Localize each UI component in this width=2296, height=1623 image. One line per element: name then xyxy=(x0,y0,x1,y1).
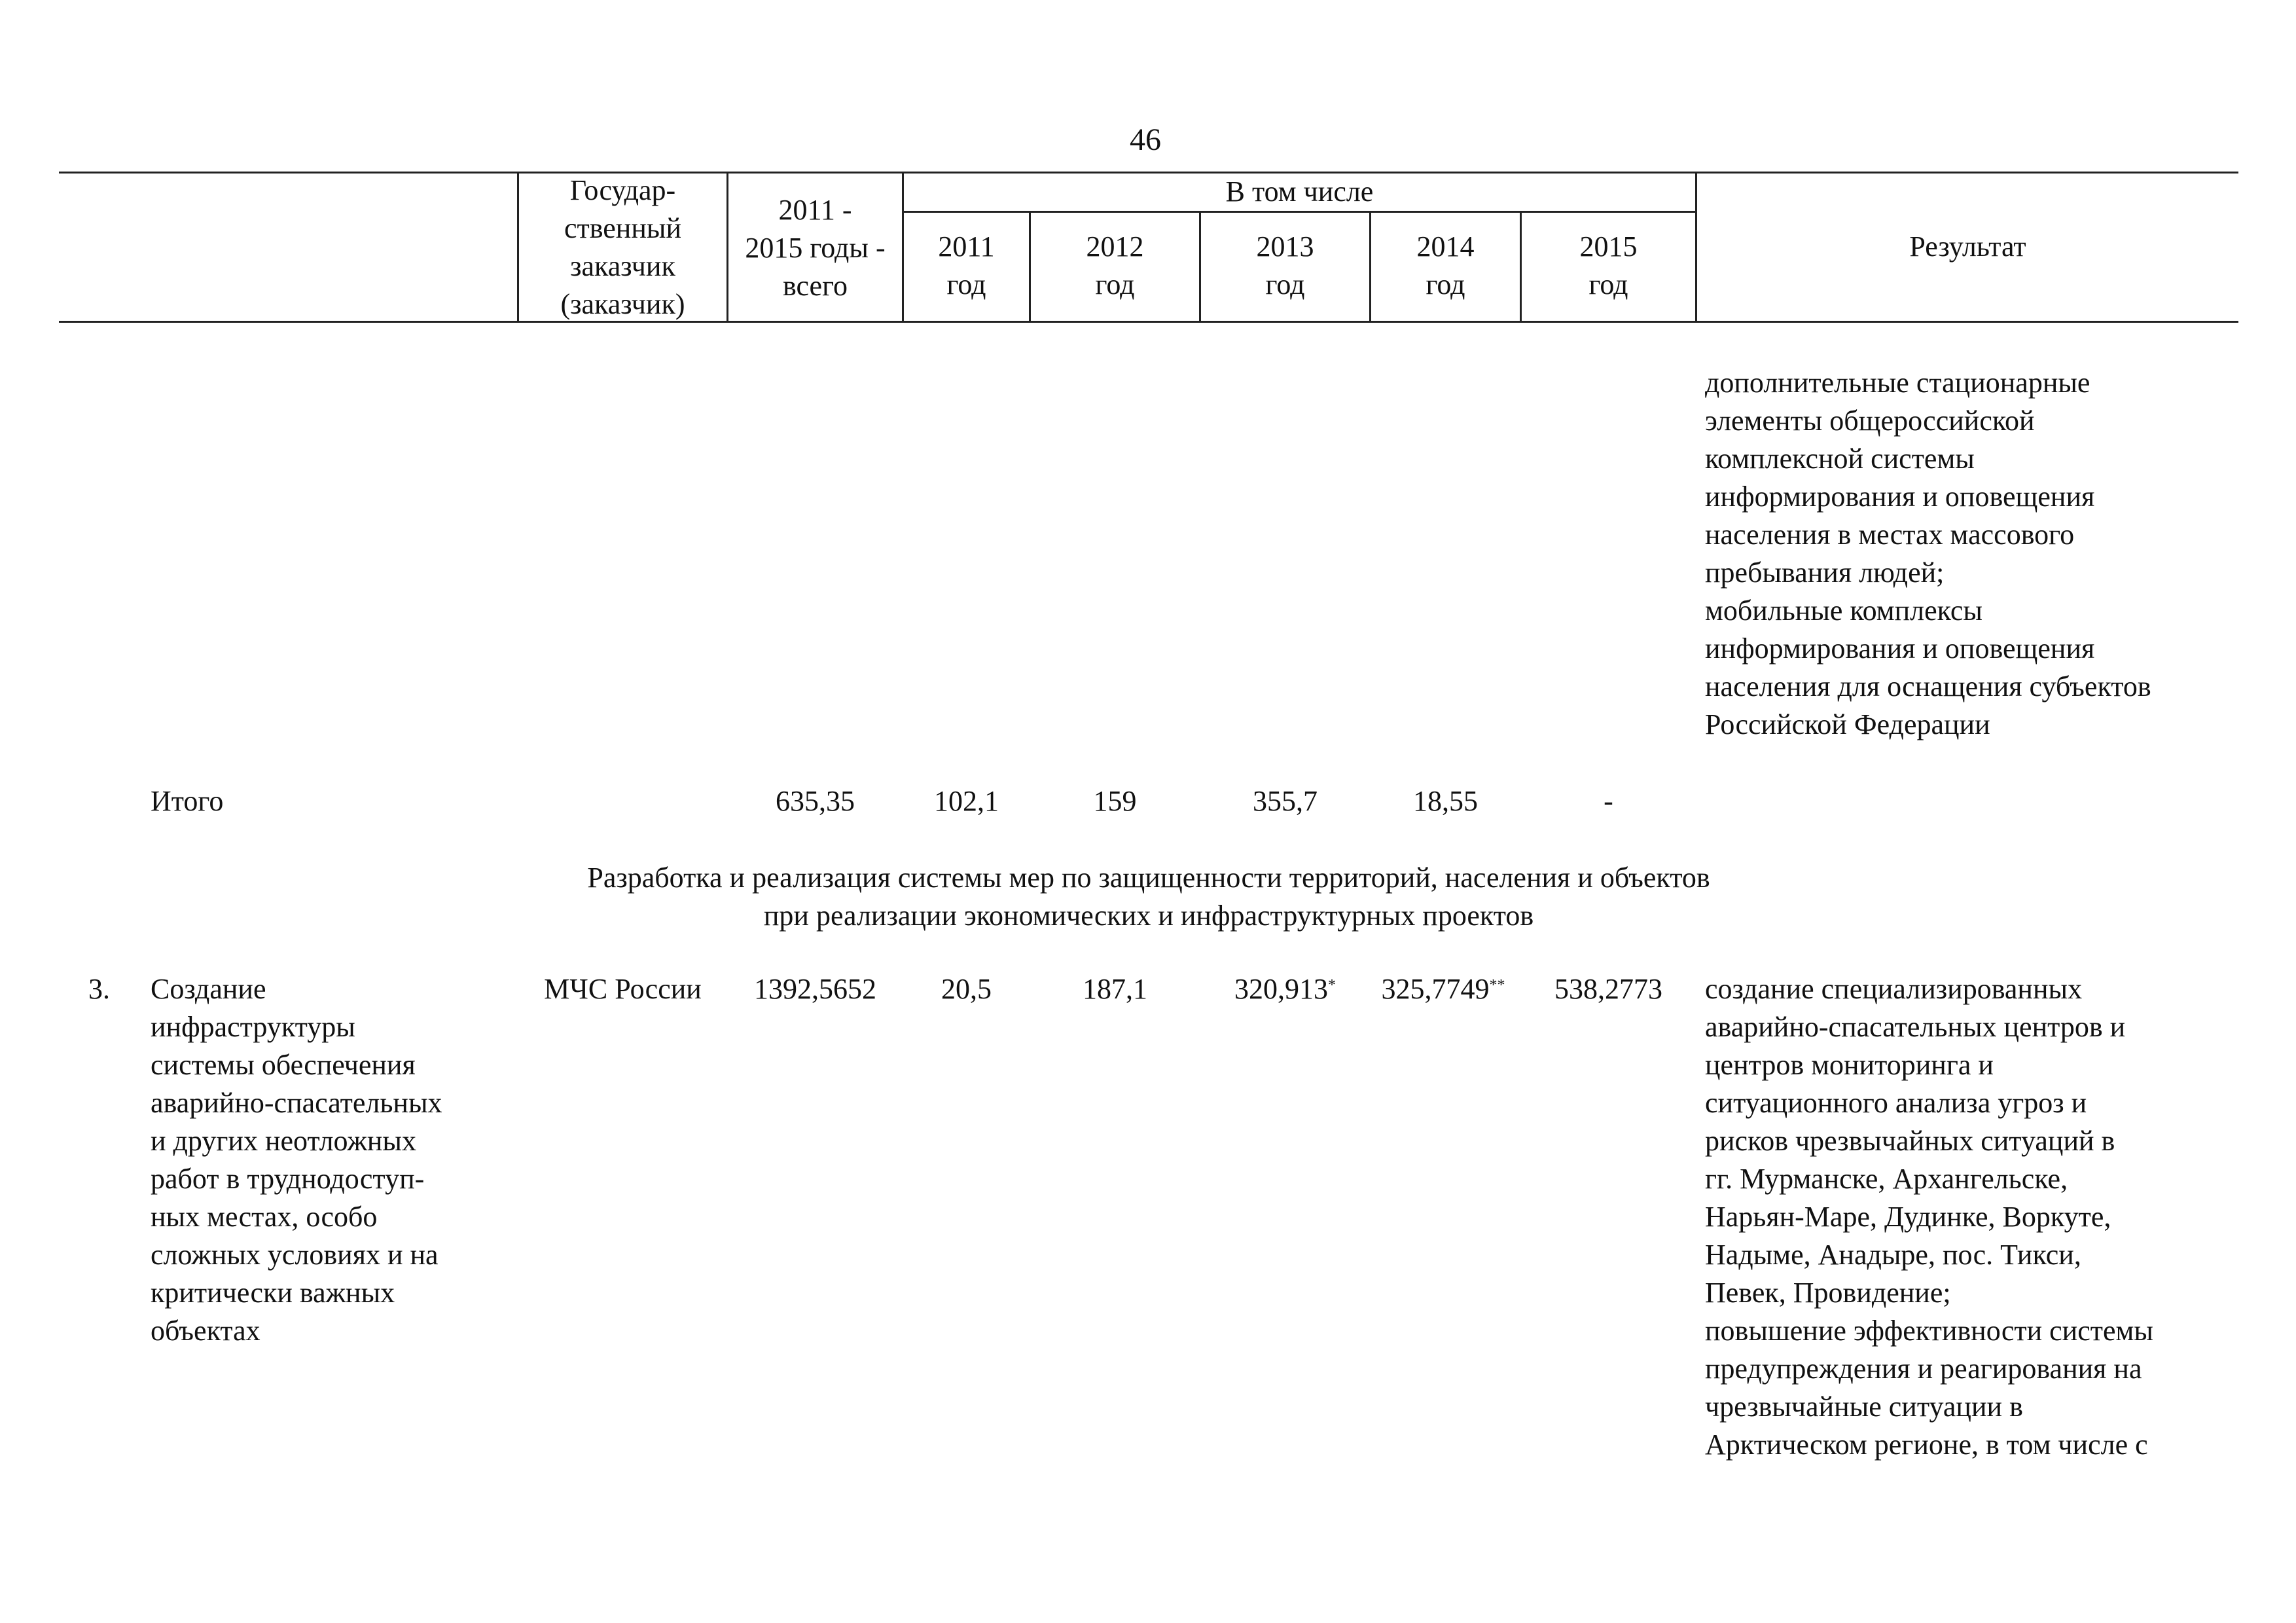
total-2013: 355,7 xyxy=(1253,785,1318,817)
header-total xyxy=(728,191,902,305)
row-name-line: инфраструктуры xyxy=(151,1011,355,1043)
result-line: мобильные комплексы xyxy=(1705,594,1982,627)
header-year-2013 xyxy=(1201,228,1369,304)
including-subheader-rule xyxy=(902,211,1695,213)
result-line: информирования и оповещения xyxy=(1705,481,2095,513)
header-year-2014 xyxy=(1371,228,1520,304)
header-year-2011 xyxy=(904,228,1029,304)
continued-result xyxy=(1705,364,2151,744)
result-line: предупреждения и реагирования на xyxy=(1705,1353,2142,1385)
result-line: чрезвычайные ситуации в xyxy=(1705,1391,2023,1423)
row-name-line: системы обеспечения xyxy=(151,1049,416,1081)
total-2011: 102,1 xyxy=(934,785,999,817)
section-heading-line: Разработка и реализация системы мер по защищенности территорий, населения и объектов xyxy=(587,862,1710,894)
result-line: повышение эффективности системы xyxy=(1705,1315,2153,1347)
result-line: аварийно-спасательных центров и xyxy=(1705,1011,2126,1043)
row-2013 xyxy=(1201,970,1369,1008)
header-result: Результат xyxy=(1909,230,2026,263)
row-2011: 20,5 xyxy=(941,973,992,1005)
result-line: создание специализированных xyxy=(1705,973,2083,1005)
row-name-line: работ в труднодоступ- xyxy=(151,1163,425,1195)
header-year-label: 2013 xyxy=(1256,230,1314,263)
header-customer xyxy=(519,172,726,323)
result-line: населения для оснащения субъектов xyxy=(1705,670,2151,702)
total-2015: - xyxy=(1604,785,1613,817)
header-year-label: 2011 xyxy=(938,230,995,263)
result-line: Нарьян-Маре, Дудинке, Воркуте, xyxy=(1705,1201,2111,1233)
header-year-2015 xyxy=(1522,228,1695,304)
row-name-line: Создание xyxy=(151,973,266,1005)
result-line: Певек, Провидение; xyxy=(1705,1277,1951,1309)
row-number: 3. xyxy=(88,973,110,1005)
row-total: 1392,5652 xyxy=(754,973,876,1005)
result-line: Российской Федерации xyxy=(1705,708,1990,740)
header-year-label: 2012 xyxy=(1086,230,1144,263)
header-total-line: 2011 - xyxy=(778,194,852,226)
total-2014: 18,55 xyxy=(1413,785,1478,817)
header-including: В том числе xyxy=(1225,175,1374,208)
row-name-line: сложных условиях и на xyxy=(151,1239,439,1271)
header-year-unit: год xyxy=(1265,268,1305,301)
row-2014-value: 325,7749 xyxy=(1381,973,1490,1005)
header-year-unit: год xyxy=(1095,268,1135,301)
total-sum: 635,35 xyxy=(776,785,855,817)
header-year-2012 xyxy=(1031,228,1199,304)
result-line: центров мониторинга и xyxy=(1705,1049,1994,1081)
header-customer-line: (заказчик) xyxy=(560,288,685,320)
row-result xyxy=(1705,970,2153,1464)
row-name-line: критически важных xyxy=(151,1277,395,1309)
header-customer-line: ственный xyxy=(564,212,681,244)
row-name-line: ных местах, особо xyxy=(151,1201,378,1233)
total-2012: 159 xyxy=(1093,785,1137,817)
header-year-unit: год xyxy=(1588,268,1628,301)
result-line: пребывания людей; xyxy=(1705,556,1945,589)
result-line: населения в местах массового xyxy=(1705,519,2075,551)
header-bottom-rule xyxy=(59,321,2238,323)
row-2014 xyxy=(1365,970,1522,1008)
result-line: комплексной системы xyxy=(1705,443,1975,475)
result-line: гг. Мурманске, Архангельске, xyxy=(1705,1163,2068,1195)
header-total-line: 2015 годы - xyxy=(745,232,886,264)
result-line: дополнительные стационарные xyxy=(1705,367,2090,399)
row-name xyxy=(151,970,442,1350)
header-customer-line: Государ- xyxy=(569,174,676,206)
result-line: Надыме, Анадыре, пос. Тикси, xyxy=(1705,1239,2081,1271)
row-name-line: и других неотложных xyxy=(151,1125,416,1157)
section-heading xyxy=(59,859,2238,935)
header-year-unit: год xyxy=(946,268,986,301)
row-customer: МЧС России xyxy=(544,973,702,1005)
header-year-unit: год xyxy=(1426,268,1465,301)
footnote-mark: * xyxy=(1328,977,1336,994)
header-year-label: 2015 xyxy=(1579,230,1638,263)
result-line: рисков чрезвычайных ситуаций в xyxy=(1705,1125,2115,1157)
row-2012: 187,1 xyxy=(1083,973,1147,1005)
result-line: Арктическом регионе, в том числе с xyxy=(1705,1429,2148,1461)
header-year-label: 2014 xyxy=(1416,230,1475,263)
footnote-mark: ** xyxy=(1489,977,1505,994)
result-line: элементы общероссийской xyxy=(1705,405,2035,437)
header-customer-line: заказчик xyxy=(570,250,675,282)
total-label: Итого xyxy=(151,785,224,817)
row-name-line: аварийно-спасательных xyxy=(151,1087,442,1119)
header-total-line: всего xyxy=(782,270,848,302)
row-2013-value: 320,913 xyxy=(1234,973,1328,1005)
row-name-line: объектах xyxy=(151,1315,260,1347)
result-line: ситуационного анализа угроз и xyxy=(1705,1087,2087,1119)
page-number: 46 xyxy=(1130,122,1161,157)
row-2015: 538,2773 xyxy=(1554,973,1662,1005)
section-heading-line: при реализации экономических и инфраструктурных проектов xyxy=(763,900,1534,932)
result-line: информирования и оповещения xyxy=(1705,632,2095,665)
